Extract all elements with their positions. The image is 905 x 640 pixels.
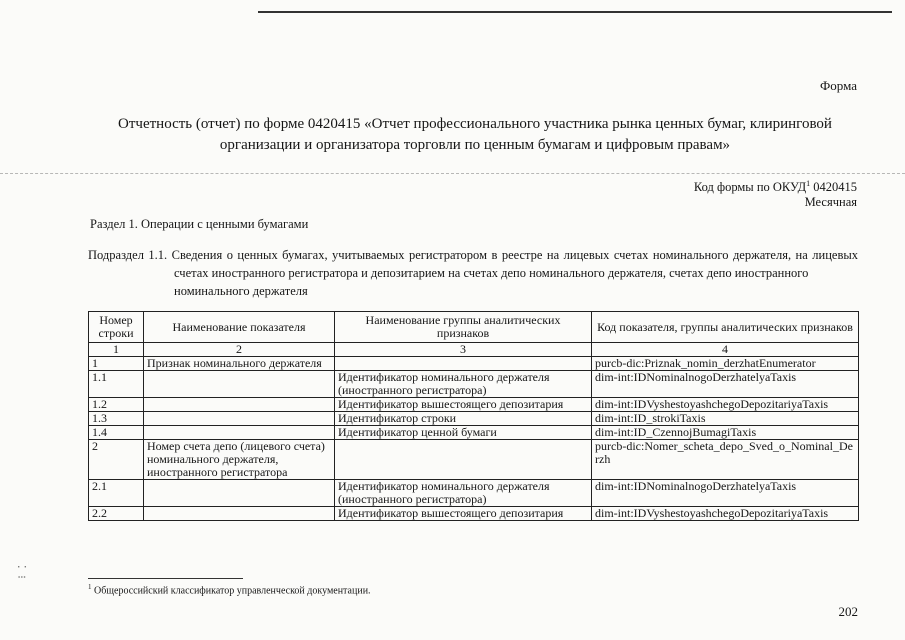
group-name: Идентификатор вышестоящего депозитария bbox=[335, 398, 592, 412]
row-number: 1.1 bbox=[89, 371, 144, 398]
table-row bbox=[89, 480, 859, 507]
row-number: 1 bbox=[89, 357, 144, 371]
table-row bbox=[89, 412, 859, 426]
periodicity: Месячная bbox=[804, 195, 857, 210]
footnote-text: Общероссийский классификатор управленческой документации. bbox=[91, 585, 371, 597]
page-number: 202 bbox=[838, 604, 858, 619]
header-indicator-name: Наименование показателя bbox=[144, 312, 335, 343]
subsection-title bbox=[88, 246, 858, 300]
table-row bbox=[89, 371, 859, 398]
okud-code: 0420415 bbox=[810, 180, 857, 195]
subsection-line-2: счетах иностранного регистратора и депозитарием на счетах депо номинального держателя, счетах депо иностранного bbox=[174, 266, 809, 280]
indicator-name: Номер счета депо (лицевого счета) номинального держателя, иностранного регистратора bbox=[144, 440, 335, 480]
row-number: 2.2 bbox=[89, 507, 144, 521]
table-row bbox=[89, 398, 859, 412]
footnote-marker: 1 bbox=[88, 583, 92, 591]
okud-prefix: Код формы по ОКУД bbox=[693, 180, 807, 195]
row-number: 2.1 bbox=[89, 480, 144, 507]
indicator-name bbox=[144, 412, 335, 426]
subsection-line-3: номинального держателя bbox=[174, 284, 308, 298]
group-name: Идентификатор строки bbox=[335, 412, 592, 426]
section-title: Раздел 1. Операции с ценными бумагами bbox=[90, 217, 309, 231]
title-line-1: Отчетность (отчет) по форме 0420415 «Отчет профессионального участника рынка ценных бумаг, клиринговой bbox=[118, 116, 832, 132]
indicator-code: dim-int:IDNominalnogoDerzhatelyaTaxis bbox=[592, 480, 859, 507]
footnote-rule bbox=[88, 578, 243, 579]
footnote bbox=[88, 583, 371, 596]
row-number: 1.3 bbox=[89, 412, 144, 426]
indicator-name bbox=[144, 480, 335, 507]
okud-footnote-ref: 1 bbox=[806, 179, 811, 188]
header-indicator-code: Код показателя, группы аналитических признаков bbox=[592, 312, 859, 343]
indicator-code: purcb-dic:Nomer_scheta_depo_Sved_o_Nominal_Derzh bbox=[592, 440, 859, 480]
indicator-code: dim-int:IDVyshestoyashchegoDepozitariyaTaxis bbox=[592, 398, 859, 412]
column-numbers-row bbox=[89, 343, 859, 357]
indicator-code: dim-int:ID_strokiTaxis bbox=[592, 412, 859, 426]
form-label: Форма bbox=[820, 78, 857, 93]
table-row bbox=[89, 440, 859, 480]
title-line-2: организации и организатора торговли по ценным бумагам и цифровым правам» bbox=[219, 137, 731, 153]
document-title bbox=[95, 114, 855, 156]
subsection-line-1: Подраздел 1.1. Сведения о ценных бумагах, учитываемых регистратором в реестре на лицевых счетах номинального держателя, на лицевых bbox=[88, 248, 858, 262]
table-header-row bbox=[89, 312, 859, 343]
header-group-name: Наименование группы аналитических признаков bbox=[335, 312, 592, 343]
column-number: 1 bbox=[89, 343, 144, 357]
indicator-code: dim-int:ID_CzennojBumagiTaxis bbox=[592, 426, 859, 440]
indicator-code: purcb-dic:Priznak_nomin_derzhatEnumerator bbox=[592, 357, 859, 371]
group-name: Идентификатор номинального держателя (иностранного регистратора) bbox=[335, 371, 592, 398]
row-number: 1.4 bbox=[89, 426, 144, 440]
group-name bbox=[335, 440, 592, 480]
indicators-table bbox=[88, 311, 859, 521]
indicator-name bbox=[144, 398, 335, 412]
indicator-name bbox=[144, 371, 335, 398]
column-number: 2 bbox=[144, 343, 335, 357]
scan-artifact-line bbox=[0, 173, 905, 174]
okud-block bbox=[694, 176, 857, 210]
table-row bbox=[89, 357, 859, 371]
indicator-name bbox=[144, 426, 335, 440]
table-row bbox=[89, 507, 859, 521]
okud-code-line bbox=[694, 176, 857, 195]
row-number: 1.2 bbox=[89, 398, 144, 412]
indicator-name bbox=[144, 507, 335, 521]
group-name: Идентификатор ценной бумаги bbox=[335, 426, 592, 440]
header-row-number: Номер строки bbox=[89, 312, 144, 343]
top-rule bbox=[258, 11, 892, 13]
indicator-name: Признак номинального держателя bbox=[144, 357, 335, 371]
group-name: Идентификатор номинального держателя (иностранного регистратора) bbox=[335, 480, 592, 507]
table-row bbox=[89, 426, 859, 440]
group-name bbox=[335, 357, 592, 371]
group-name: Идентификатор вышестоящего депозитария bbox=[335, 507, 592, 521]
indicator-code: dim-int:IDVyshestoyashchegoDepozitariyaTaxis bbox=[592, 507, 859, 521]
column-number: 4 bbox=[592, 343, 859, 357]
indicator-code: dim-int:IDNominalnogoDerzhatelyaTaxis bbox=[592, 371, 859, 398]
scan-stamp-mark: ⁚ ⁝ bbox=[15, 565, 27, 581]
row-number: 2 bbox=[89, 440, 144, 480]
column-number: 3 bbox=[335, 343, 592, 357]
